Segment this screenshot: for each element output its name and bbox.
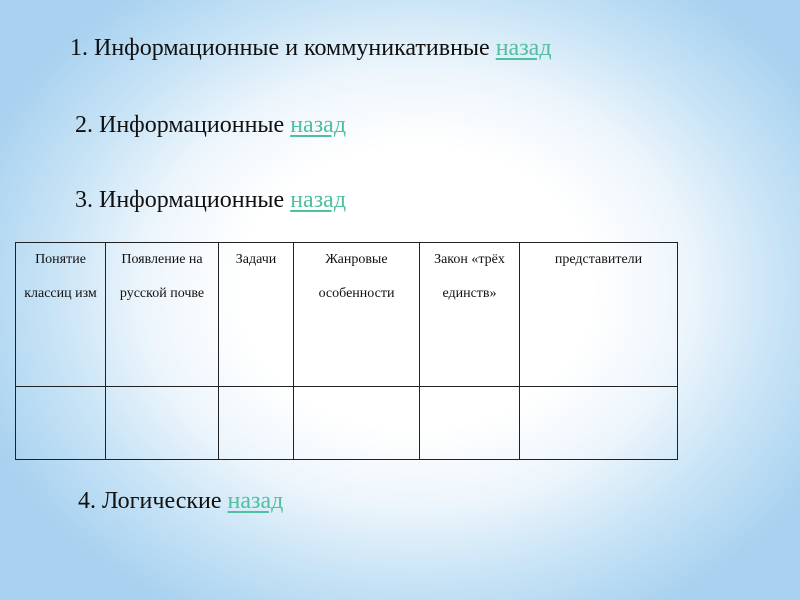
list-item-3 — [75, 185, 346, 215]
table-cell[interactable] — [294, 387, 420, 460]
list-item-1-text: 1. Информационные и коммуникативные — [70, 35, 490, 61]
list-item-4 — [78, 486, 283, 516]
list-item-4-text: 4. Логические — [78, 488, 222, 514]
list-item-2-text: 2. Информационные — [75, 112, 285, 138]
header-three-unities: Закон «трёх единств» — [420, 243, 520, 387]
back-link-4[interactable]: назад — [227, 488, 284, 514]
table-cell[interactable] — [420, 387, 520, 460]
classicism-table — [15, 242, 678, 460]
table-header-row — [16, 243, 678, 387]
header-representatives: представители — [520, 243, 678, 387]
table-cell[interactable] — [219, 387, 294, 460]
list-item-1 — [70, 33, 552, 63]
back-link-1[interactable]: назад — [495, 35, 552, 61]
header-tasks: Задачи — [219, 243, 294, 387]
list-item-3-text: 3. Информационные — [75, 187, 285, 213]
header-appearance: Появление на русской почве — [106, 243, 219, 387]
header-concept: Понятие классиц изм — [16, 243, 106, 387]
table-row — [16, 387, 678, 460]
header-genre-features: Жанровые особенности — [294, 243, 420, 387]
table-cell[interactable] — [520, 387, 678, 460]
back-link-2[interactable]: назад — [290, 112, 347, 138]
list-item-2 — [75, 110, 346, 140]
table-cell[interactable] — [106, 387, 219, 460]
back-link-3[interactable]: назад — [290, 187, 347, 213]
table-cell[interactable] — [16, 387, 106, 460]
